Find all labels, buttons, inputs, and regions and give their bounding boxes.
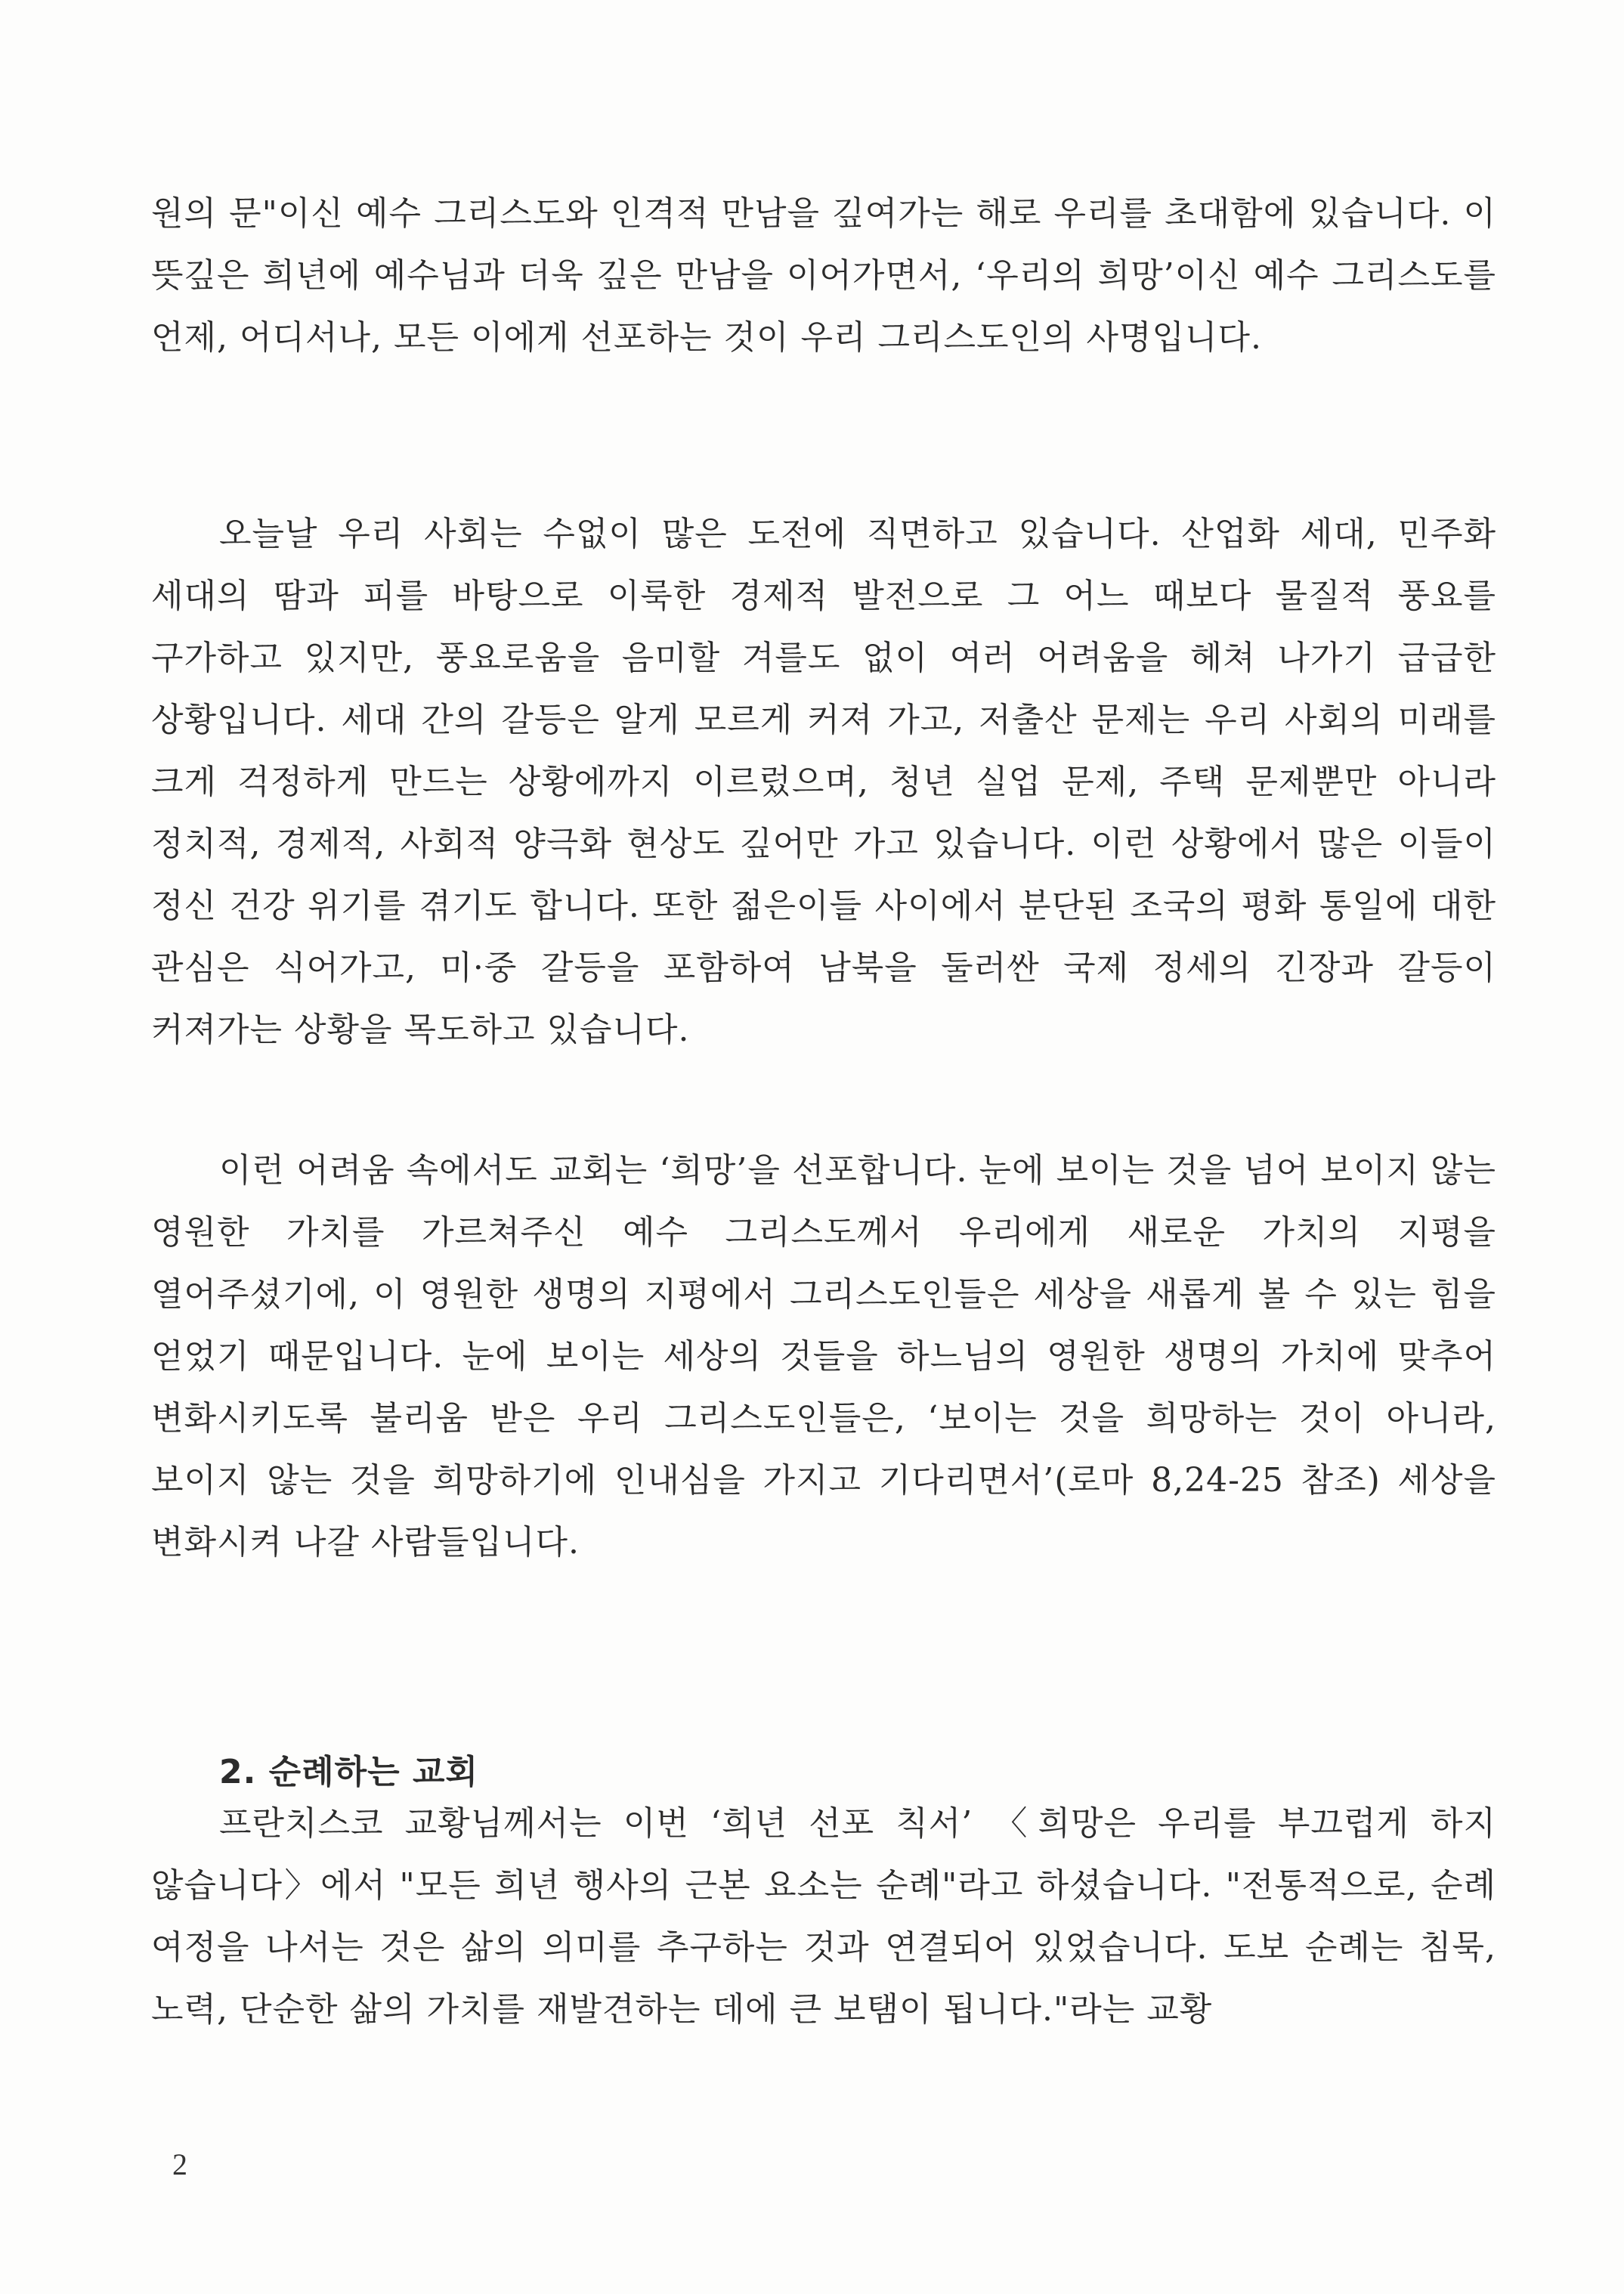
paragraph-intro-continuation: 원의 문"이신 예수 그리스도와 인격적 만남을 깊여가는 해로 우리를 초대함에 있습니다. 이 뜻깊은 희년에 예수님과 더욱 깊은 만남을 이어가면서, ‘우리의 희망’이신 예수 그리스도를 언제, 어디서나, 모든 이에게 선포하는 것이 우리 그리스도인의 사명입니다.: [151, 194, 1496, 357]
section-heading: 2. 순례하는 교회: [219, 1753, 478, 1791]
paragraph-pilgrimage: 프란치스코 교황님께서는 이번 ‘희년 선포 칙서’ 〈희망은 우리를 부끄럽게 하지 않습니다〉에서 "모든 희년 행사의 근본 요소는 순례"라고 하셨습니다. "전통적으로, 순례 여정을 나서는 것은 삶의 의미를 추구하는 것과 연결되어 있었습니다. 도보 순례는 침묵, 노력, 단순한 삶의 가치를 재발견하는 데에 큰 보탬이 됩니다."라는 교황: [151, 1804, 1496, 2029]
paragraph-church-hope: 이런 어려움 속에서도 교회는 ‘희망’을 선포합니다. 눈에 보이는 것을 넘어 보이지 않는 영원한 가치를 가르쳐주신 예수 그리스도께서 우리에게 새로운 가치의 지평을 열어주셨기에, 이 영원한 생명의 지평에서 그리스도인들은 세상을 새롭게 볼 수 있는 힘을 얻었기 때문입니다. 눈에 보이는 세상의 것들을 하느님의 영원한 생명의 가치에 맞추어 변화시키도록 불리움 받은 우리 그리스도인들은, ‘보이는 것을 희망하는 것이 아니라, 보이지 않는 것을 희망하기에 인내심을 가지고 기다리면서’(로마 8,24-25 참조) 세상을 변화시켜 나갈 사람들입니다.: [151, 1151, 1496, 1562]
page-number: 2: [172, 2147, 187, 2181]
paragraph-society-challenges: 오늘날 우리 사회는 수없이 많은 도전에 직면하고 있습니다. 산업화 세대, 민주화 세대의 땀과 피를 바탕으로 이룩한 경제적 발전으로 그 어느 때보다 물질적 풍요를 구가하고 있지만, 풍요로움을 음미할 겨를도 없이 여러 어려움을 헤쳐 나가기 급급한 상황입니다. 세대 간의 갈등은 알게 모르게 커져 가고, 저출산 문제는 우리 사회의 미래를 크게 걱정하게 만드는 상황에까지 이르렀으며, 청년 실업 문제, 주택 문제뿐만 아니라 정치적, 경제적, 사회적 양극화 현상도 깊어만 가고 있습니다. 이런 상황에서 많은 이들이 정신 건강 위기를 겪기도 합니다. 또한 젊은이들 사이에서 분단된 조국의 평화 통일에 대한 관심은 식어가고, 미·중 갈등을 포함하여 남북을 둘러싼 국제 정세의 긴장과 갈등이 커져가는 상황을 목도하고 있습니다.: [151, 515, 1497, 1049]
